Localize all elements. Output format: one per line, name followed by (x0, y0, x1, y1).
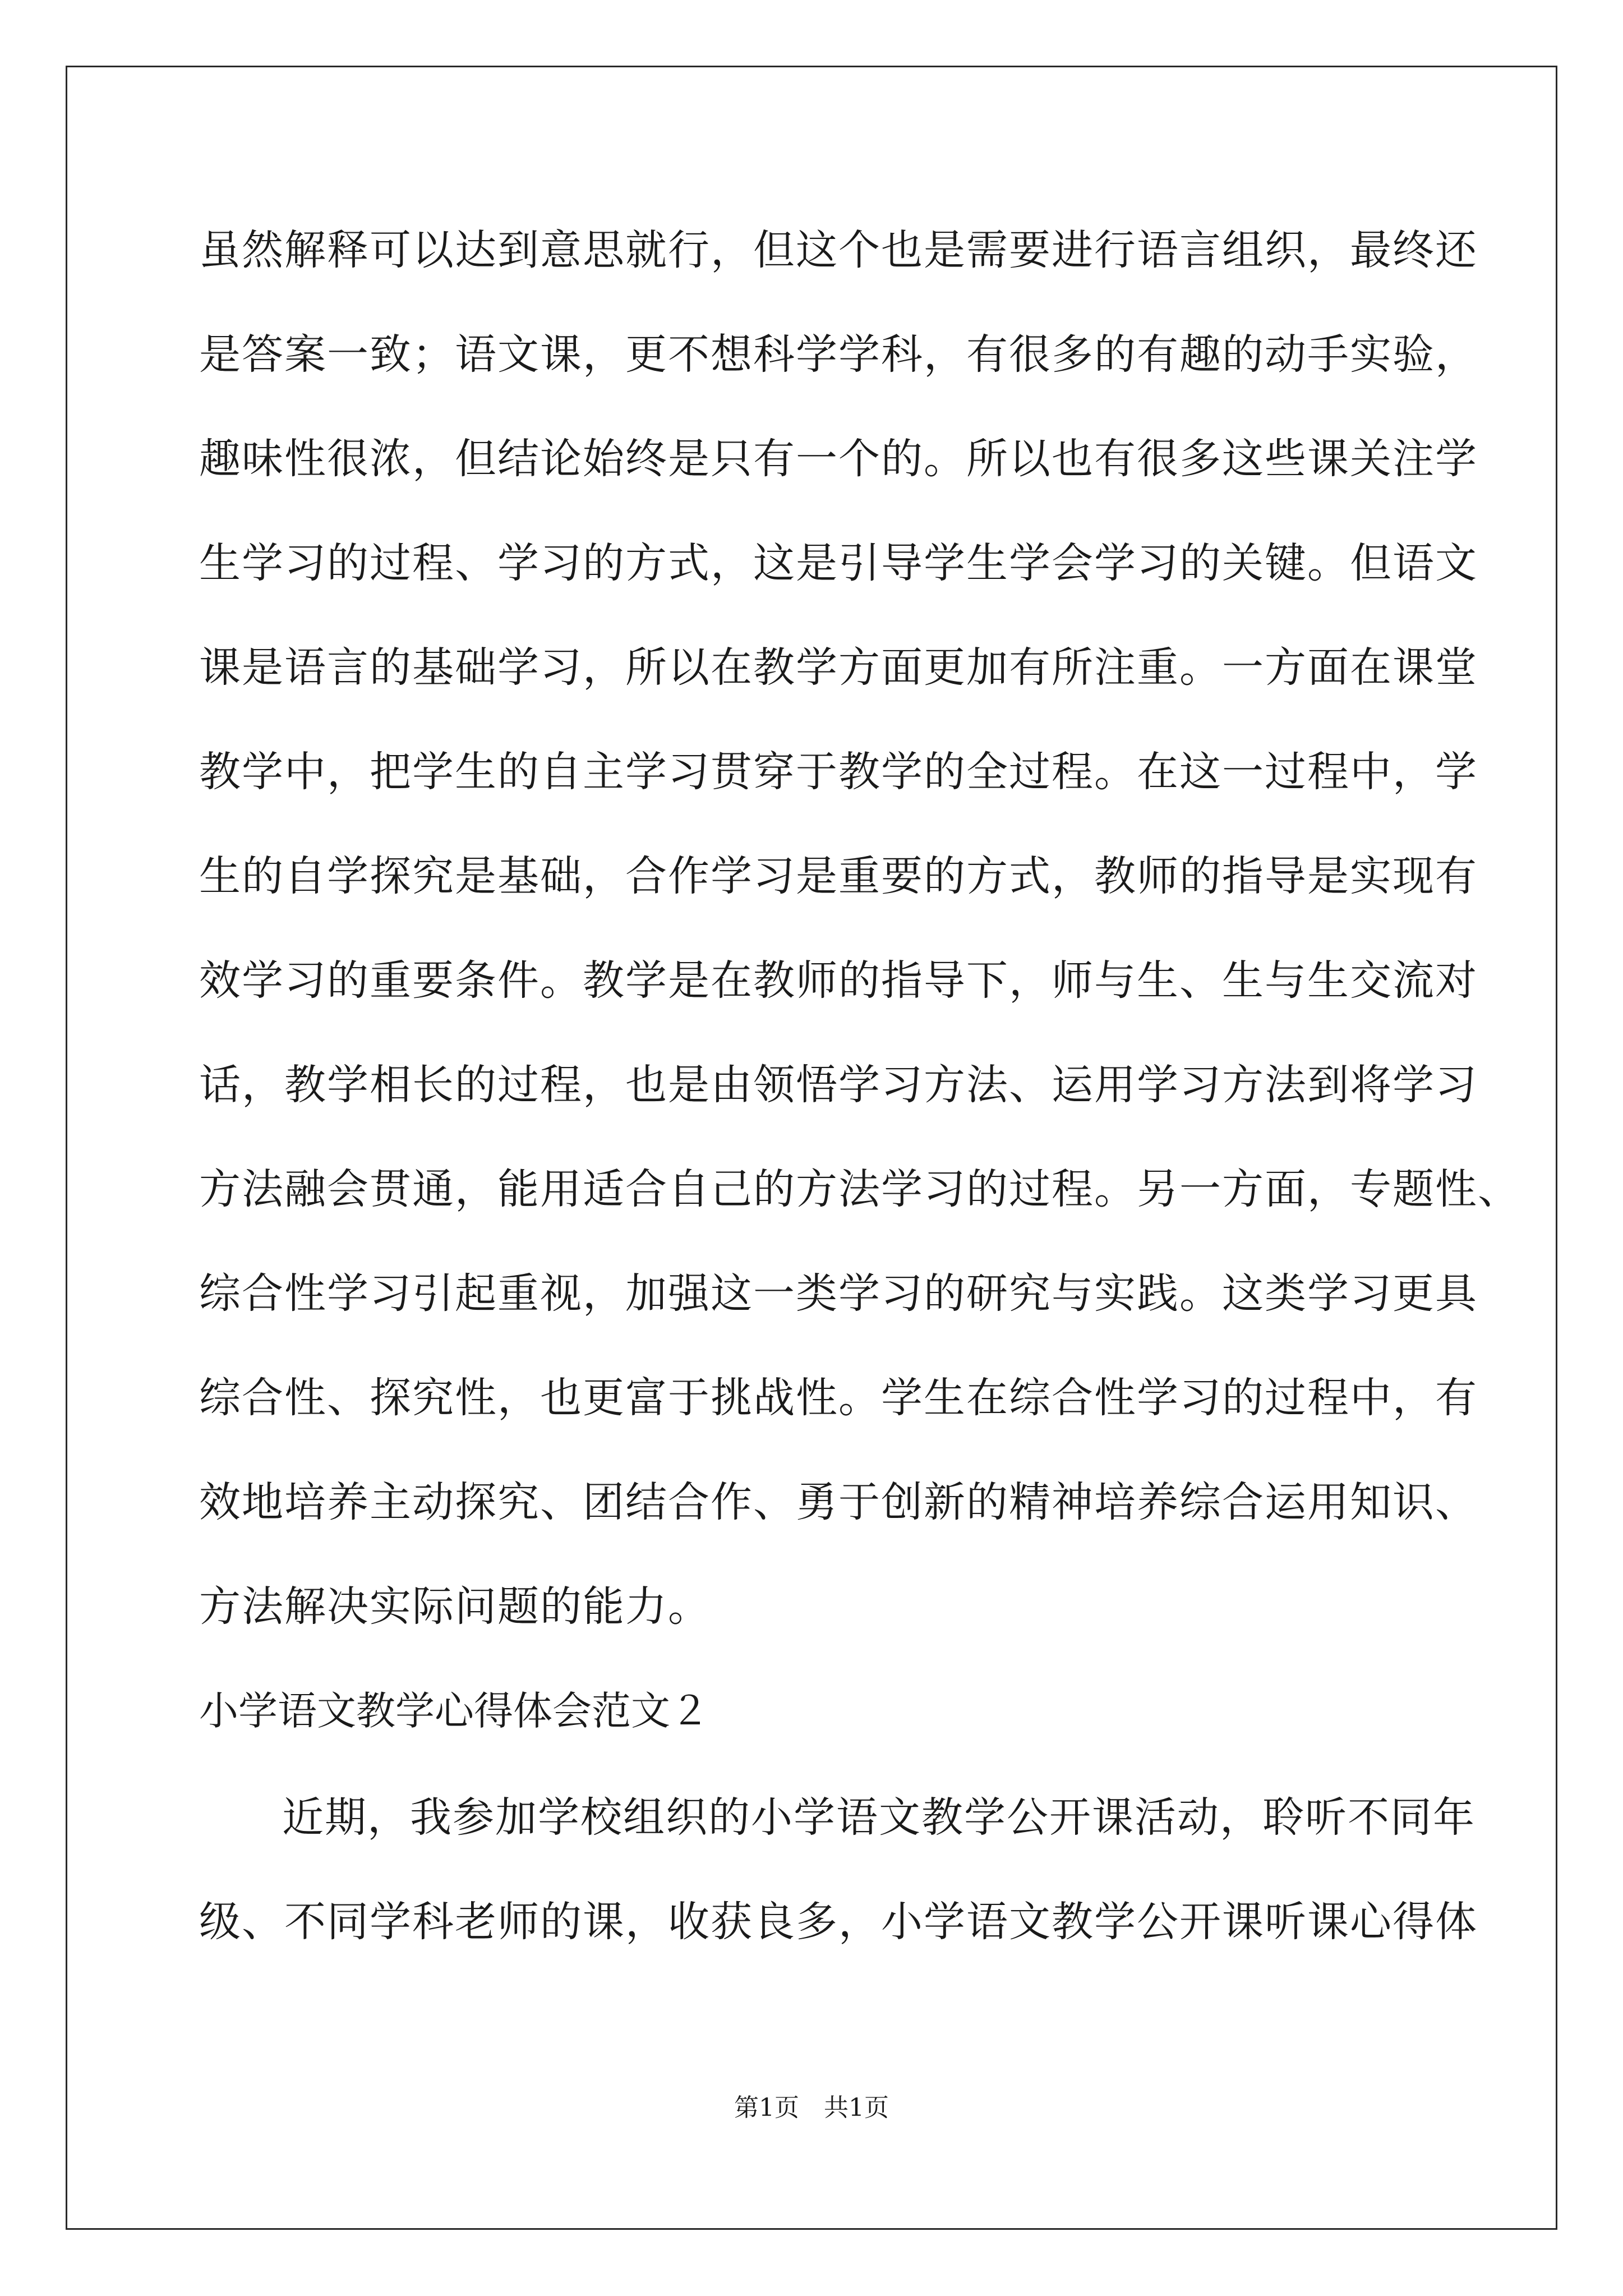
text-line: 效地培养主动探究、团结合作、勇于创新的精神培养综合运用知识、 (199, 1478, 1478, 1526)
text-line: 生学习的过程、学习的方式，这是引导学生学会学习的关键。但语文 (199, 539, 1478, 587)
text-line: 综合性、探究性，也更富于挑战性。学生在综合性学习的过程中，有 (199, 1374, 1478, 1422)
text-line: 虽然解释可以达到意思就行，但这个也是需要进行语言组织，最终还 (199, 226, 1478, 274)
text-line: 课是语言的基础学习，所以在教学方面更加有所注重。一方面在课堂 (199, 643, 1478, 692)
text-line: 话，教学相长的过程，也是由领悟学习方法、运用学习方法到将学习 (199, 1061, 1478, 1109)
page-footer: 第1页 共1页 (734, 2093, 889, 2122)
text-line: 生的自学探究是基础，合作学习是重要的方式，教师的指导是实现有 (199, 852, 1478, 900)
text-line: 方法解决实际问题的能力。 (199, 1582, 711, 1631)
text-line: 效学习的重要条件。教学是在教师的指导下，师与生、生与生交流对 (199, 956, 1478, 1005)
document-body (199, 217, 1520, 1993)
text-line: 近期，我参加学校组织的小学语文教学公开课活动，聆听不同年 (282, 1793, 1476, 1842)
text-line: 级、不同学科老师的课，收获良多，小学语文教学公开课听课心得体 (199, 1898, 1478, 1946)
text-line: 趣味性很浓，但结论始终是只有一个的。所以也有很多这些课关注学 (199, 435, 1478, 483)
text-line: 是答案一致；语文课，更不想科学学科，有很多的有趣的动手实验， (199, 330, 1478, 379)
text-line: 方法融会贯通，能用适合自己的方法学习的过程。另一方面，专题性、 (199, 1165, 1520, 1213)
text-line: 教学中，把学生的自主学习贯穿于教学的全过程。在这一过程中，学 (199, 748, 1478, 796)
paragraph (199, 217, 1520, 1677)
section-heading: 小学语文教学心得体会范文２ (199, 1688, 709, 1734)
text-line: 综合性学习引起重视，加强这一类学习的研究与实践。这类学习更具 (199, 1269, 1478, 1318)
paragraph (199, 1784, 1489, 1993)
